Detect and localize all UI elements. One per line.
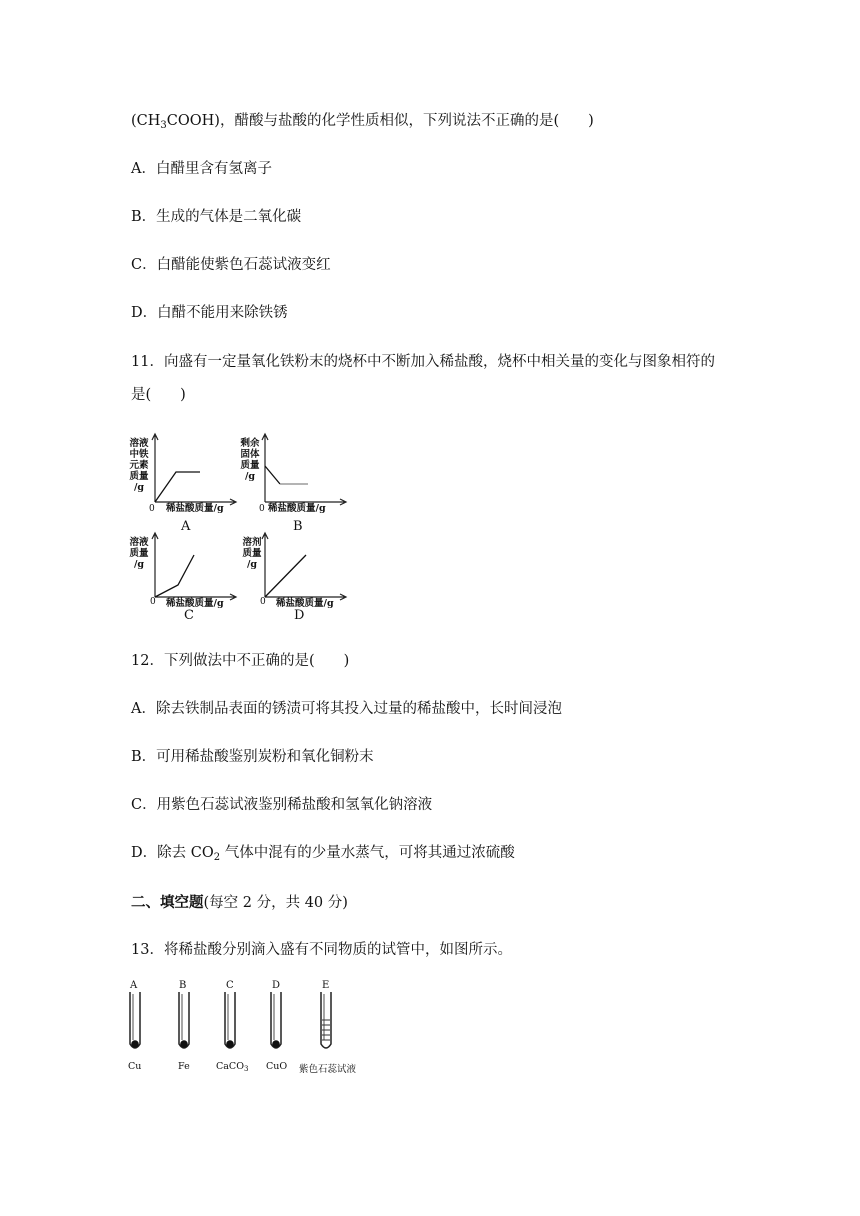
graph-d-yaxis [262,533,268,597]
graph-b [238,432,353,542]
q12-stem: 12．下列做法中不正确的是( ) [131,653,350,669]
q12-option-d-part2: 气体中混有的少量水蒸气，可将其通过浓硫酸 [220,845,515,861]
q10-stem-part1: (CH [131,113,161,129]
tube-b-letter: B [179,980,187,991]
graph-d-ylabel-line: 质量 [242,548,262,559]
q10-option-c: C．白醋能使紫色石蕊试液变红 [131,257,331,273]
q12-option-b: B．可用稀盐酸鉴别炭粉和氧化铜粉末 [131,749,374,765]
tube-d-label: CuO [266,1061,288,1072]
section-title [131,893,348,913]
q11-stem-line1: 11．向盛有一定量氧化铁粉末的烧杯中不断加入稀盐酸，烧杯中相关量的变化与图象相符的 [131,354,715,370]
graph-d-origin: 0 [260,597,266,607]
tube-e [317,992,337,1054]
graph-b-ylabel-line: 质量 [240,460,260,471]
q11-stem-line2: 是( ) [131,387,186,403]
graph-d-plot [238,533,353,603]
graph-b-curve-drop [265,466,280,484]
q10-option-b: B．生成的气体是二氧化碳 [131,209,302,225]
graph-a-caption: A [181,519,191,534]
q12-option-d-subscript: 2 [213,852,221,863]
tube-a-label: Cu [128,1061,142,1072]
graph-c-ylabel-line: 溶液 [129,537,149,548]
tube-a [126,992,146,1054]
q13-stem: 13．将稀盐酸分别滴入盛有不同物质的试管中，如图所示。 [131,942,512,958]
graph-b-caption: B [293,519,303,534]
q10-option-a: A．白醋里含有氢离子 [131,161,272,177]
tube-b [175,992,195,1054]
tube-c-letter: C [226,980,234,991]
q10-stem-subscript: 3 [160,120,167,131]
graph-d [238,533,353,628]
graph-a-ylabel-line: 元素 [129,460,149,471]
graph-d-caption: D [294,608,305,623]
graph-b-ylabel-line: 剩余 [240,438,260,449]
graph-b-ylabel-line: 固体 [240,449,260,460]
graph-b-xlabel: 稀盐酸质量/g [268,503,326,514]
graph-c-caption: C [184,608,194,623]
graph-c-ylabel-line: /g [133,559,145,570]
tube-c [221,992,241,1054]
tube-e-label: 紫色石蕊试液 [299,1064,357,1075]
graph-c-xlabel: 稀盐酸质量/g [166,598,224,609]
graph-a-yaxis [152,434,158,502]
tube-a-letter: A [130,980,138,991]
section-title-main: 二、填空题 [131,894,204,911]
graph-c-plot [128,533,243,603]
q12-option-d-part1: D．除去 CO [131,845,214,861]
test-tubes-figure [126,978,376,1078]
graph-a-origin: 0 [149,504,155,514]
liquid-lines [322,1020,330,1040]
q12-option-a: A．除去铁制品表面的锈渍可将其投入过量的稀盐酸中，长时间浸泡 [131,701,562,717]
graph-a-xlabel: 稀盐酸质量/g [166,503,224,514]
q10-stem-part2: COOH)，醋酸与盐酸的化学性质相似，下列说法不正确的是( ) [166,113,594,129]
graph-a-ylabel-line: 质量 [129,471,149,482]
tube-d [267,992,287,1054]
tube-c-label-main: CaCO [216,1061,244,1072]
graph-d-ylabel-line: /g [246,559,258,570]
graph-d-xlabel: 稀盐酸质量/g [276,598,334,609]
tube-c-label-subscript: 3 [244,1065,249,1073]
graph-c-curve [155,555,194,597]
graph-b-ylabel-line: /g [244,471,256,482]
q12-option-c: C．用紫色石蕊试液鉴别稀盐酸和氢氧化钠溶液 [131,797,433,813]
tube-b-label: Fe [178,1061,190,1072]
q10-option-d: D．白醋不能用来除铁锈 [131,305,288,321]
tube-c-label [216,1061,248,1073]
graph-c-yaxis [152,533,158,597]
graph-a-ylabel-line: /g [133,482,145,493]
graph-d-ylabel-line: 溶剂 [242,537,262,548]
graph-a-ylabel-line: 溶液 [129,438,149,449]
graph-d-curve [265,555,306,597]
graph-a-curve [155,472,200,502]
q12-option-d [131,843,515,868]
graph-b-origin: 0 [259,504,265,514]
graph-c [128,533,243,628]
graph-a [128,432,243,542]
graph-a-ylabel-line: 中铁 [129,449,149,460]
tube-e-letter: E [322,980,330,991]
tube-d-letter: D [272,980,281,991]
graph-c-ylabel-line: 质量 [129,548,149,559]
q10-stem [131,111,594,136]
graph-c-origin: 0 [150,597,156,607]
section-title-detail: (每空 2 分，共 40 分) [203,895,348,911]
